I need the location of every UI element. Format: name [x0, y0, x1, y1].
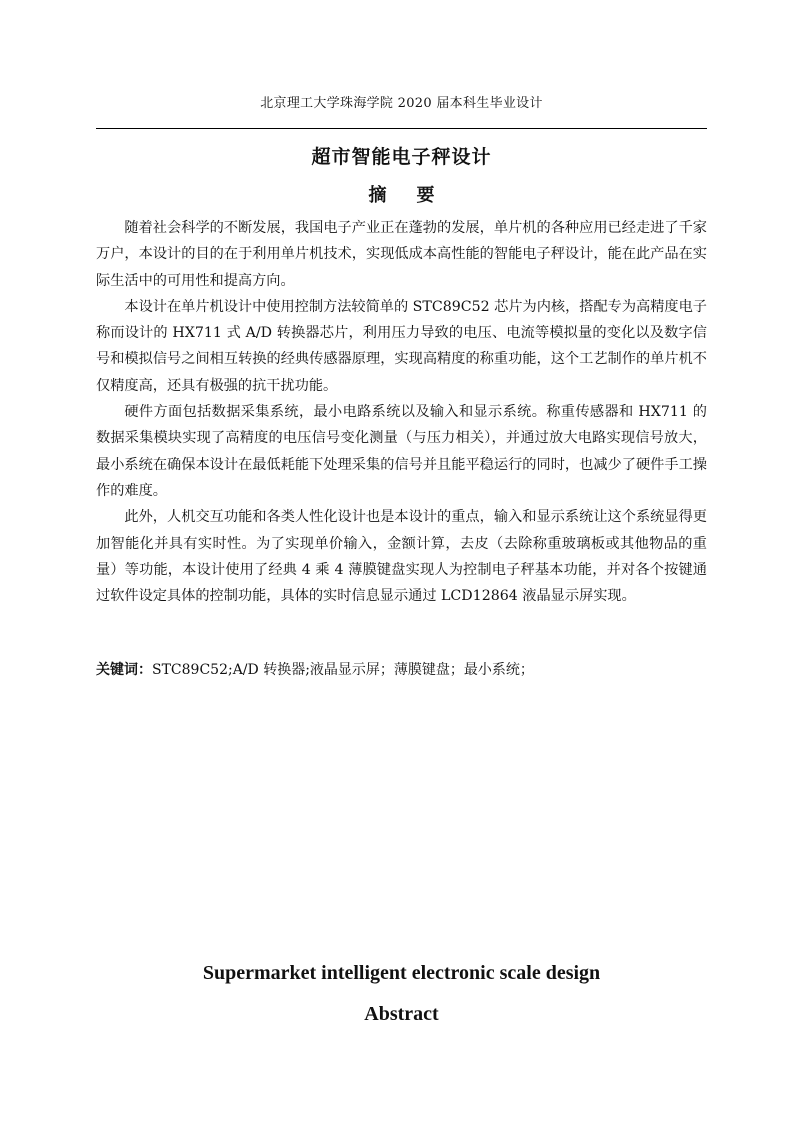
- keywords-line: [96, 660, 707, 680]
- keywords-label: 关键词：: [96, 662, 152, 678]
- abstract-heading-char-1: 摘: [368, 185, 387, 206]
- page-header: 北京理工大学珠海学院 2020 届本科生毕业设计: [260, 96, 543, 111]
- abstract-heading-chinese: [96, 181, 707, 207]
- abstract-paragraph: 此外，人机交互功能和各类人性化设计也是本设计的重点，输入和显示系统让这个系统显得更加智能化并具有实时性。为了实现单价输入，金额计算，去皮（去除称重玻璃板或其他物品的重量）等功能，本设计使用了经典 4 乘 4 薄膜键盘实现人为控制电子秤基本功能，并对各个按键通过软件设定具体的控制功能，具体的实时信息显示通过 LCD12864 液晶显示屏实现。: [96, 509, 707, 605]
- header-divider: [96, 128, 707, 129]
- abstract-heading-english: Abstract: [364, 1003, 439, 1025]
- abstract-paragraph: 随着社会科学的不断发展，我国电子产业正在蓬勃的发展，单片机的各种应用已经走进了千家万户，本设计的目的在于利用单片机技术，实现低成本高性能的智能电子秤设计，能在此产品在实际生活中的可用性和提高方向。: [96, 220, 707, 289]
- abstract-heading-char-2: 要: [416, 185, 435, 206]
- thesis-title-english: Supermarket intelligent electronic scale design: [202, 962, 601, 984]
- abstract-paragraph: 本设计在单片机设计中使用控制方法较简单的 STC89C52 芯片为内核，搭配专为高精度电子称而设计的 HX711 式 A/D 转换器芯片，利用压力导致的电压、电流等模拟量的变化以及数字信号和模拟信号之间相互转换的经典传感器原理，实现高精度的称重功能，这个工艺制作的单片机不仅精度高，还具有极强的抗干扰功能。: [96, 298, 707, 394]
- abstract-paragraph: 硬件方面包括数据采集系统，最小电路系统以及输入和显示系统。称重传感器和 HX711 的数据采集模块实现了高精度的电压信号变化测量（与压力相关），并通过放大电路实现信号放大，最小系统在确保本设计在最低耗能下处理采集的信号并且能平稳运行的同时，也减少了硬件手工操作的难度。: [96, 404, 707, 499]
- abstract-body-chinese: [96, 215, 707, 609]
- thesis-title-chinese: 超市智能电子秤设计: [311, 146, 492, 168]
- keywords-value: STC89C52;A/D 转换器;液晶显示屏；薄膜键盘；最小系统；: [152, 662, 534, 678]
